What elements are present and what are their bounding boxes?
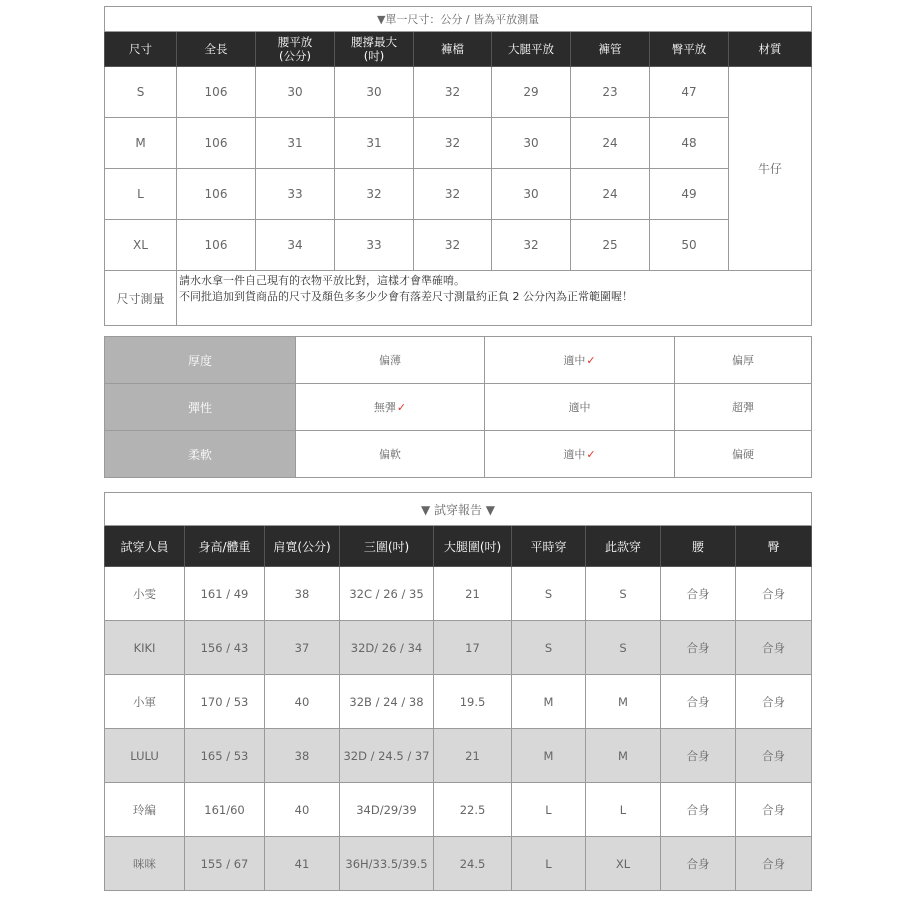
fabric-option-text: 適中 [563,354,586,367]
fabric-option-text: 偏硬 [732,448,754,461]
size-table-header [105,32,812,67]
report-header-cell: 三圍(吋) [340,526,434,567]
size-table-caption: ▼單一尺寸：公分 / 皆為平放測量 [105,7,812,32]
fabric-option [296,431,485,478]
size-cell: 48 [650,118,729,169]
size-cell: 106 [177,67,256,118]
fabric-option-text: 偏軟 [379,448,401,461]
size-cell: 50 [650,220,729,271]
check-icon: ✓ [396,401,407,414]
report-cell: 41 [265,837,340,891]
report-cell: 合身 [736,621,812,675]
size-cell: 31 [256,118,335,169]
size-cell: 34 [256,220,335,271]
report-cell: 21 [434,567,512,621]
size-cell: 24 [571,118,650,169]
report-table-caption: ▼ 試穿報告 ▼ [105,493,812,526]
report-header-cell: 此款穿 [586,526,661,567]
report-header-cell: 平時穿 [512,526,586,567]
report-cell: 170 / 53 [185,675,265,729]
report-cell: 155 / 67 [185,837,265,891]
report-row [105,621,812,675]
size-header-cell: 尺寸 [105,32,177,67]
fabric-option-text: 適中 [568,401,591,414]
report-cell: 合身 [736,837,812,891]
fabric-row [105,431,812,478]
report-cell: S [586,621,661,675]
fabric-option-text: 偏薄 [379,354,401,367]
report-cell: 24.5 [434,837,512,891]
size-header-cell: 臀平放 [650,32,729,67]
report-cell: 小軍 [105,675,185,729]
size-cell: 31 [335,118,414,169]
size-cell: 49 [650,169,729,220]
report-cell: KIKI [105,621,185,675]
report-cell: 38 [265,729,340,783]
fabric-option [675,337,812,384]
report-row [105,729,812,783]
report-cell: 40 [265,783,340,837]
report-cell: 合身 [736,783,812,837]
fabric-option [675,384,812,431]
report-header-cell: 臀 [736,526,812,567]
size-cell: 29 [492,67,571,118]
report-cell: L [586,783,661,837]
fabric-row [105,384,812,431]
size-cell: 106 [177,169,256,220]
report-cell: M [512,729,586,783]
report-cell: 156 / 43 [185,621,265,675]
material-cell: 牛仔 [729,67,812,271]
report-cell: 合身 [661,729,736,783]
check-icon: ✓ [586,354,596,367]
report-cell: 32D/ 26 / 34 [340,621,434,675]
size-cell: 24 [571,169,650,220]
size-cell: 23 [571,67,650,118]
fabric-option-text: 無彈 [373,401,396,414]
report-cell: 32D / 24.5 / 37 [340,729,434,783]
report-cell: 合身 [736,729,812,783]
size-header-cell: 全長 [177,32,256,67]
size-cell: 32 [414,118,492,169]
fitting-report-table [104,492,812,891]
report-row [105,837,812,891]
report-row [105,675,812,729]
size-cell: 33 [335,220,414,271]
fabric-option-text: 適中 [563,448,586,461]
report-cell: 22.5 [434,783,512,837]
report-cell: 小雯 [105,567,185,621]
report-cell: L [512,837,586,891]
fabric-option [296,384,485,431]
report-cell: L [512,783,586,837]
report-header-cell: 身高/體重 [185,526,265,567]
fabric-option [296,337,485,384]
report-header-cell: 腰 [661,526,736,567]
size-cell: 106 [177,118,256,169]
size-cell: 32 [414,220,492,271]
report-table-header [105,526,812,567]
size-cell: 47 [650,67,729,118]
report-row [105,783,812,837]
size-cell: L [105,169,177,220]
measurement-note-text [177,271,812,326]
size-header-cell: 腰撐最大 (吋) [335,32,414,67]
report-cell: 37 [265,621,340,675]
fabric-option-text: 偏厚 [732,354,754,367]
fabric-option [675,431,812,478]
size-cell: 32 [414,67,492,118]
size-cell: 30 [492,118,571,169]
fabric-option-text: 超彈 [732,401,754,414]
size-header-cell: 褲管 [571,32,650,67]
size-table [104,6,812,326]
size-header-cell: 材質 [729,32,812,67]
size-cell: 30 [256,67,335,118]
size-row [105,169,812,220]
report-header-cell: 試穿人員 [105,526,185,567]
check-icon: ✓ [586,448,596,461]
report-row [105,567,812,621]
report-cell: 40 [265,675,340,729]
report-cell: 合身 [736,567,812,621]
measurement-note-row [105,271,812,326]
size-row [105,67,812,118]
report-cell: 32B / 24 / 38 [340,675,434,729]
report-cell: 161/60 [185,783,265,837]
report-cell: S [512,621,586,675]
report-cell: 合身 [736,675,812,729]
size-row [105,118,812,169]
fabric-option [485,384,675,431]
size-cell: XL [105,220,177,271]
size-cell: M [105,118,177,169]
report-cell: 36H/33.5/39.5 [340,837,434,891]
report-cell: M [586,675,661,729]
size-cell: 33 [256,169,335,220]
report-cell: 玲編 [105,783,185,837]
size-header-cell: 褲檔 [414,32,492,67]
measurement-note-label: 尺寸測量 [105,271,177,326]
report-cell: 合身 [661,675,736,729]
size-cell: 32 [414,169,492,220]
report-cell: 合身 [661,567,736,621]
size-header-cell: 腰平放 (公分) [256,32,335,67]
size-header-cell: 大腿平放 [492,32,571,67]
report-cell: 161 / 49 [185,567,265,621]
report-cell: S [512,567,586,621]
report-cell: LULU [105,729,185,783]
size-row [105,220,812,271]
fabric-label: 柔軟 [105,431,296,478]
report-cell: 17 [434,621,512,675]
report-cell: 合身 [661,621,736,675]
report-cell: S [586,567,661,621]
size-cell: 32 [492,220,571,271]
report-cell: 32C / 26 / 35 [340,567,434,621]
measurement-note-line: 不同批追加到貨商品的尺寸及顏色多多少少會有落差尺寸測量約正負 2 公分內為正常範圍喔！ [179,290,633,303]
report-cell: 165 / 53 [185,729,265,783]
fabric-option [485,431,675,478]
size-cell: 30 [335,67,414,118]
report-cell: 38 [265,567,340,621]
report-cell: 34D/29/39 [340,783,434,837]
size-cell: S [105,67,177,118]
size-cell: 106 [177,220,256,271]
report-cell: M [586,729,661,783]
size-cell: 30 [492,169,571,220]
fabric-label: 彈性 [105,384,296,431]
fabric-option [485,337,675,384]
fabric-row [105,337,812,384]
report-cell: 咪咪 [105,837,185,891]
fabric-label: 厚度 [105,337,296,384]
report-cell: 合身 [661,837,736,891]
fabric-table [104,336,812,478]
report-cell: 合身 [661,783,736,837]
measurement-note-line: 請水水拿一件自己現有的衣物平放比對，這樣才會準確唷。 [179,274,465,287]
report-header-cell: 肩寬(公分) [265,526,340,567]
size-cell: 25 [571,220,650,271]
report-cell: XL [586,837,661,891]
report-cell: 21 [434,729,512,783]
report-cell: 19.5 [434,675,512,729]
report-header-cell: 大腿圍(吋) [434,526,512,567]
report-cell: M [512,675,586,729]
size-cell: 32 [335,169,414,220]
